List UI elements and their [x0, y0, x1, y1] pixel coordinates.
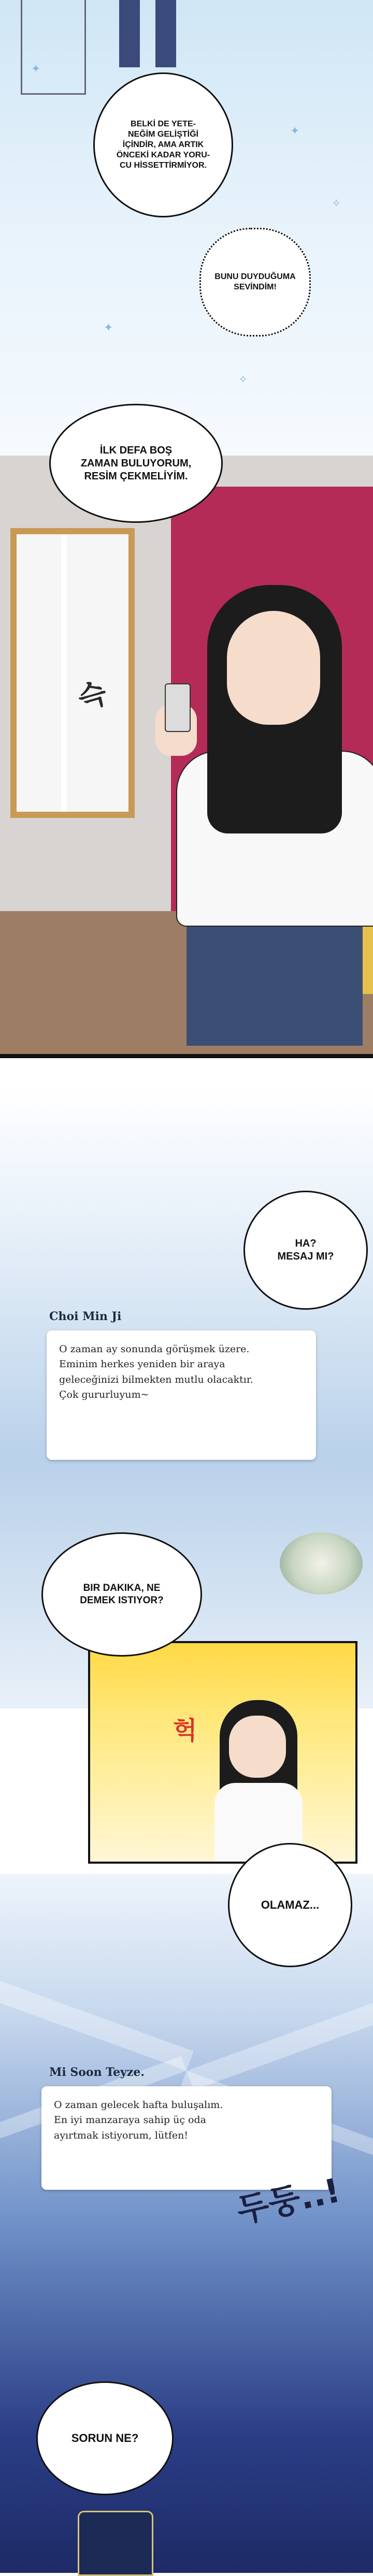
sfx-thump: 두둥..!	[233, 2171, 344, 2231]
person-face	[227, 611, 320, 725]
cart-illustration	[21, 0, 86, 95]
message-card-mi-soon: O zaman gelecek hafta buluşalım. En iyi manzaraya sahip üç oda ayırtmak istiyorum, lütfen!	[41, 2086, 332, 2190]
sfx-swoosh: 슥	[74, 676, 110, 716]
speech-bubble-free-time: İLK DEFA BOŞ ZAMAN BULUYORUM, RESİM ÇEKMELİYİM.	[49, 404, 223, 523]
sparkle-icon: ✧	[238, 373, 248, 386]
speech-bubble-sorun: SORUN NE?	[36, 2381, 174, 2495]
thought-bubble-glad: BUNU DUYDUĞUMA SEVİNDİM!	[199, 228, 311, 336]
window	[10, 528, 135, 818]
hat-illustration	[78, 2511, 153, 2576]
legs-illustration	[114, 0, 187, 67]
seal-illustration	[280, 1532, 363, 1594]
phone-icon	[165, 683, 191, 732]
person-pants	[187, 911, 363, 1046]
room-panel	[0, 456, 373, 1056]
light-ray	[0, 1927, 194, 2071]
leg-right	[155, 0, 176, 67]
girl-face	[229, 1716, 286, 1778]
panel-divider	[0, 1054, 373, 1058]
speech-bubble-olamaz: OLAMAZ...	[228, 1843, 352, 1967]
leg-left	[119, 0, 140, 67]
sender-name-choi: Choi Min Ji	[49, 1310, 122, 1323]
sparkle-icon: ✦	[31, 62, 41, 75]
comic-reaction-panel	[88, 1641, 357, 1864]
sparkle-icon: ✦	[104, 321, 113, 334]
sfx-gasp: 헉	[173, 1716, 197, 1745]
speech-bubble-talent: BELKİ DE YETE- NEĞİM GELİŞTİĞİ İÇİNDİR, AMA ARTIK ÖNCEKİ KADAR YORU- CU HİSSETTİRMİYOR.	[93, 72, 233, 217]
sparkle-icon: ✧	[332, 197, 341, 210]
sender-name-mi-soon: Mi Soon Teyze.	[49, 2066, 145, 2079]
speech-bubble-wait: BIR DAKIKA, NE DEMEK ISTIYOR?	[41, 1532, 202, 1657]
message-card-choi: O zaman ay sonunda görüşmek üzere. Eminim herkes yeniden bir araya geleceğinizi bilmekten mutlu olacaktır. Çok gururluyum~	[47, 1330, 316, 1460]
sparkle-icon: ✦	[290, 124, 300, 137]
light-ray	[187, 1947, 373, 2090]
speech-bubble-message: HA? MESAJ MI?	[243, 1191, 368, 1310]
window-pane	[61, 534, 66, 812]
